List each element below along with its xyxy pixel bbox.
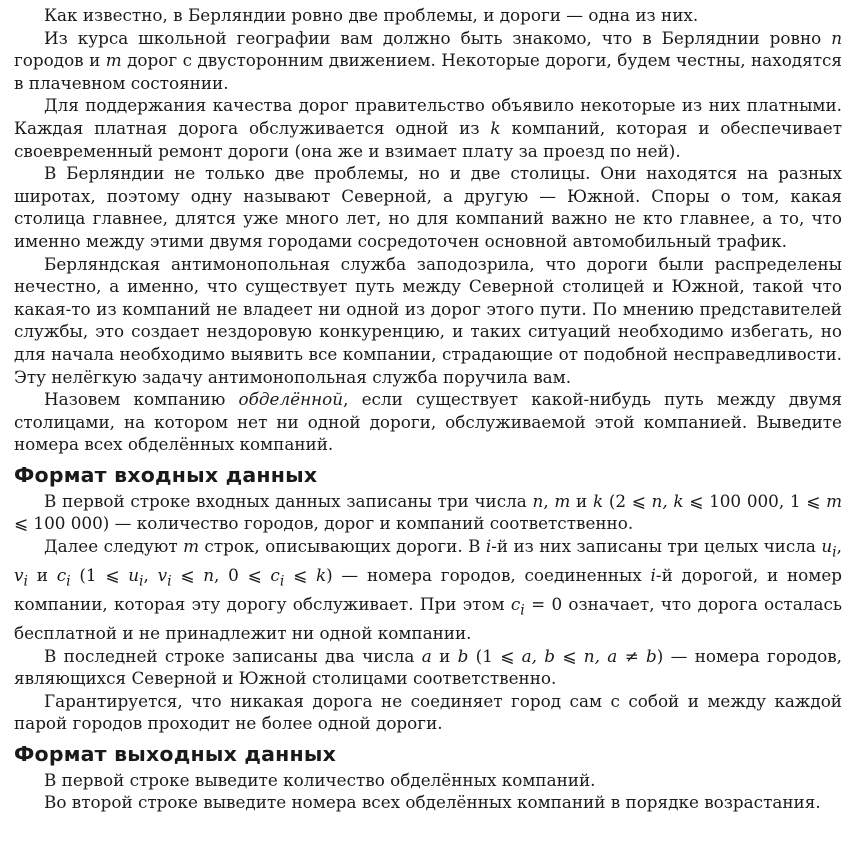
text: Из курса школьной географии вам должно быть знакомо, что в Берляднии ровно xyxy=(44,27,832,48)
text: Как известно, в Берляндии ровно две проблемы, и дороги — одна из них. xyxy=(44,5,699,25)
math-sub: i xyxy=(279,573,285,590)
math-sub: i xyxy=(832,544,837,561)
math-c: c xyxy=(270,565,280,586)
text: -й из них записаны три целых числа xyxy=(491,536,822,557)
text: Гарантируется, что никакая дорога не соединяет город сам с собой и между каждой парой городов проходит не более одной дороги. xyxy=(14,690,842,734)
text: , если существует какой-нибудь путь между двумя столицами, на котором нет ни одной дороги, обслуживаемой этой компанией. Выведите номера всех обделённых компаний. xyxy=(14,389,842,455)
legend-paragraph-1 xyxy=(14,4,842,27)
text: , xyxy=(543,490,555,511)
math-ab: a, b xyxy=(521,645,556,666)
math-u: u xyxy=(821,536,833,557)
math-sub: i xyxy=(167,573,172,590)
math-m: m xyxy=(105,50,122,71)
text: дорог с двусторонним движением. Некоторые дороги, будем честны, находятся в плачевном состоянии. xyxy=(14,50,842,93)
math-sub: i xyxy=(23,573,28,590)
output-paragraph-1 xyxy=(14,769,842,792)
math-a: a xyxy=(421,645,432,666)
text: -й дорогой, и номер компании, которая эту дорогу обслуживает. При этом xyxy=(14,565,842,614)
text: и xyxy=(27,565,57,586)
text: Во второй строке выведите номера всех обделённых компаний в порядке возрастания. xyxy=(44,792,821,813)
math-m: m xyxy=(554,490,571,511)
text: городов и xyxy=(14,50,106,71)
math-n: n xyxy=(532,490,544,511)
input-paragraph-4 xyxy=(14,690,842,735)
legend-paragraph-5 xyxy=(14,253,842,389)
text: ≠ xyxy=(617,645,646,666)
text: Для поддержания качества дорог правительство объявило некоторые из них платными. Каждая платная дорога обслуживается одной из xyxy=(14,95,842,138)
math-sub: i xyxy=(520,602,525,619)
text: , xyxy=(836,536,842,557)
input-paragraph-3 xyxy=(14,645,842,690)
text: Назовем компанию xyxy=(44,389,239,410)
text: (1 ⩽ xyxy=(468,645,522,666)
math-c: c xyxy=(56,565,67,586)
math-k: k xyxy=(315,565,327,586)
text: компаний, которая и обеспечивает своевременный ремонт дороги (она же и взимает плату за проезд по ней). xyxy=(14,117,842,161)
text: В первой строке входных данных записаны три числа xyxy=(44,490,533,511)
legend-paragraph-2 xyxy=(14,27,842,95)
text: ⩽ 100 000) — количество городов, дорог и компаний соответственно. xyxy=(14,513,634,534)
text: , 0 ⩽ xyxy=(214,565,271,586)
text: , xyxy=(143,565,158,586)
math-m: m xyxy=(183,536,199,557)
math-k: k xyxy=(592,490,604,511)
math-u: u xyxy=(128,565,140,586)
input-paragraph-2 xyxy=(14,535,842,644)
math-na: n, a xyxy=(583,645,618,666)
math-sub: i xyxy=(66,573,71,590)
text: Берляндская антимонопольная служба заподозрила, что дороги были распределены нечестно, а именно, что существует путь между Северной столицей и Южной, такой что какая-то из компаний не владеет ни одной из дорог этого пути. По мнению представителей службы, это создает нездоровую конкуренцию, и таких ситуаций необходимо избегать, но для начала необходимо выявить все компании, страдающие от подобной несправедливости. Эту нелёгкую задачу антимонопольная служба поручила вам. xyxy=(14,253,842,387)
math-b: b xyxy=(645,645,657,666)
text: ⩽ xyxy=(555,645,584,666)
output-paragraph-2 xyxy=(14,791,842,814)
text: Далее следуют xyxy=(44,536,184,557)
text: В первой строке выведите количество обделённых компаний. xyxy=(44,769,596,790)
text: В Берляндии не только две проблемы, но и две столицы. Они находятся на разных широтах, поэтому одну называют Северной, а другую — Южной. Споры о том, какая столица главнее, длятся уже много лет, но для компаний важно не кто главнее, а то, что именно между этими двумя городами сосредоточен основной автомобильный трафик. xyxy=(14,163,842,251)
math-k: k xyxy=(490,117,501,138)
text: ) — номера городов, соединенных xyxy=(326,565,651,586)
text: и xyxy=(570,490,593,511)
math-b: b xyxy=(457,645,469,666)
text: (2 ⩽ xyxy=(603,490,652,511)
math-nk: n, k xyxy=(651,490,684,511)
math-n: n xyxy=(203,565,215,586)
emphasis-term: обделённой xyxy=(238,389,344,410)
legend-paragraph-4 xyxy=(14,162,842,252)
math-i: i xyxy=(485,536,492,557)
text: ⩽ 100 000, 1 ⩽ xyxy=(683,490,827,511)
text: и xyxy=(431,645,458,666)
math-n: n xyxy=(831,27,842,48)
input-paragraph-1 xyxy=(14,490,842,535)
input-format-heading: Формат входных данных xyxy=(14,462,318,487)
legend-paragraph-3 xyxy=(14,94,842,162)
text: ) — номера городов, являющихся Северной и Южной столицами соответственно. xyxy=(14,645,843,689)
math-i: i xyxy=(650,565,656,586)
text: В последней строке записаны два числа xyxy=(44,645,422,666)
text: ⩽ xyxy=(284,565,316,586)
math-c: c xyxy=(510,593,521,614)
math-sub: i xyxy=(139,573,144,590)
text: (1 ⩽ xyxy=(70,565,129,586)
math-m: m xyxy=(826,490,842,511)
math-v: v xyxy=(14,565,24,586)
math-v: v xyxy=(157,565,168,586)
text: ⩽ xyxy=(171,565,204,586)
text: = 0 означает, что дорога осталась бесплатной и не принадлежит ни одной компании. xyxy=(14,593,843,643)
output-format-heading: Формат выходных данных xyxy=(14,741,337,766)
legend-paragraph-6 xyxy=(14,388,842,456)
text: строк, описывающих дороги. В xyxy=(199,536,486,557)
